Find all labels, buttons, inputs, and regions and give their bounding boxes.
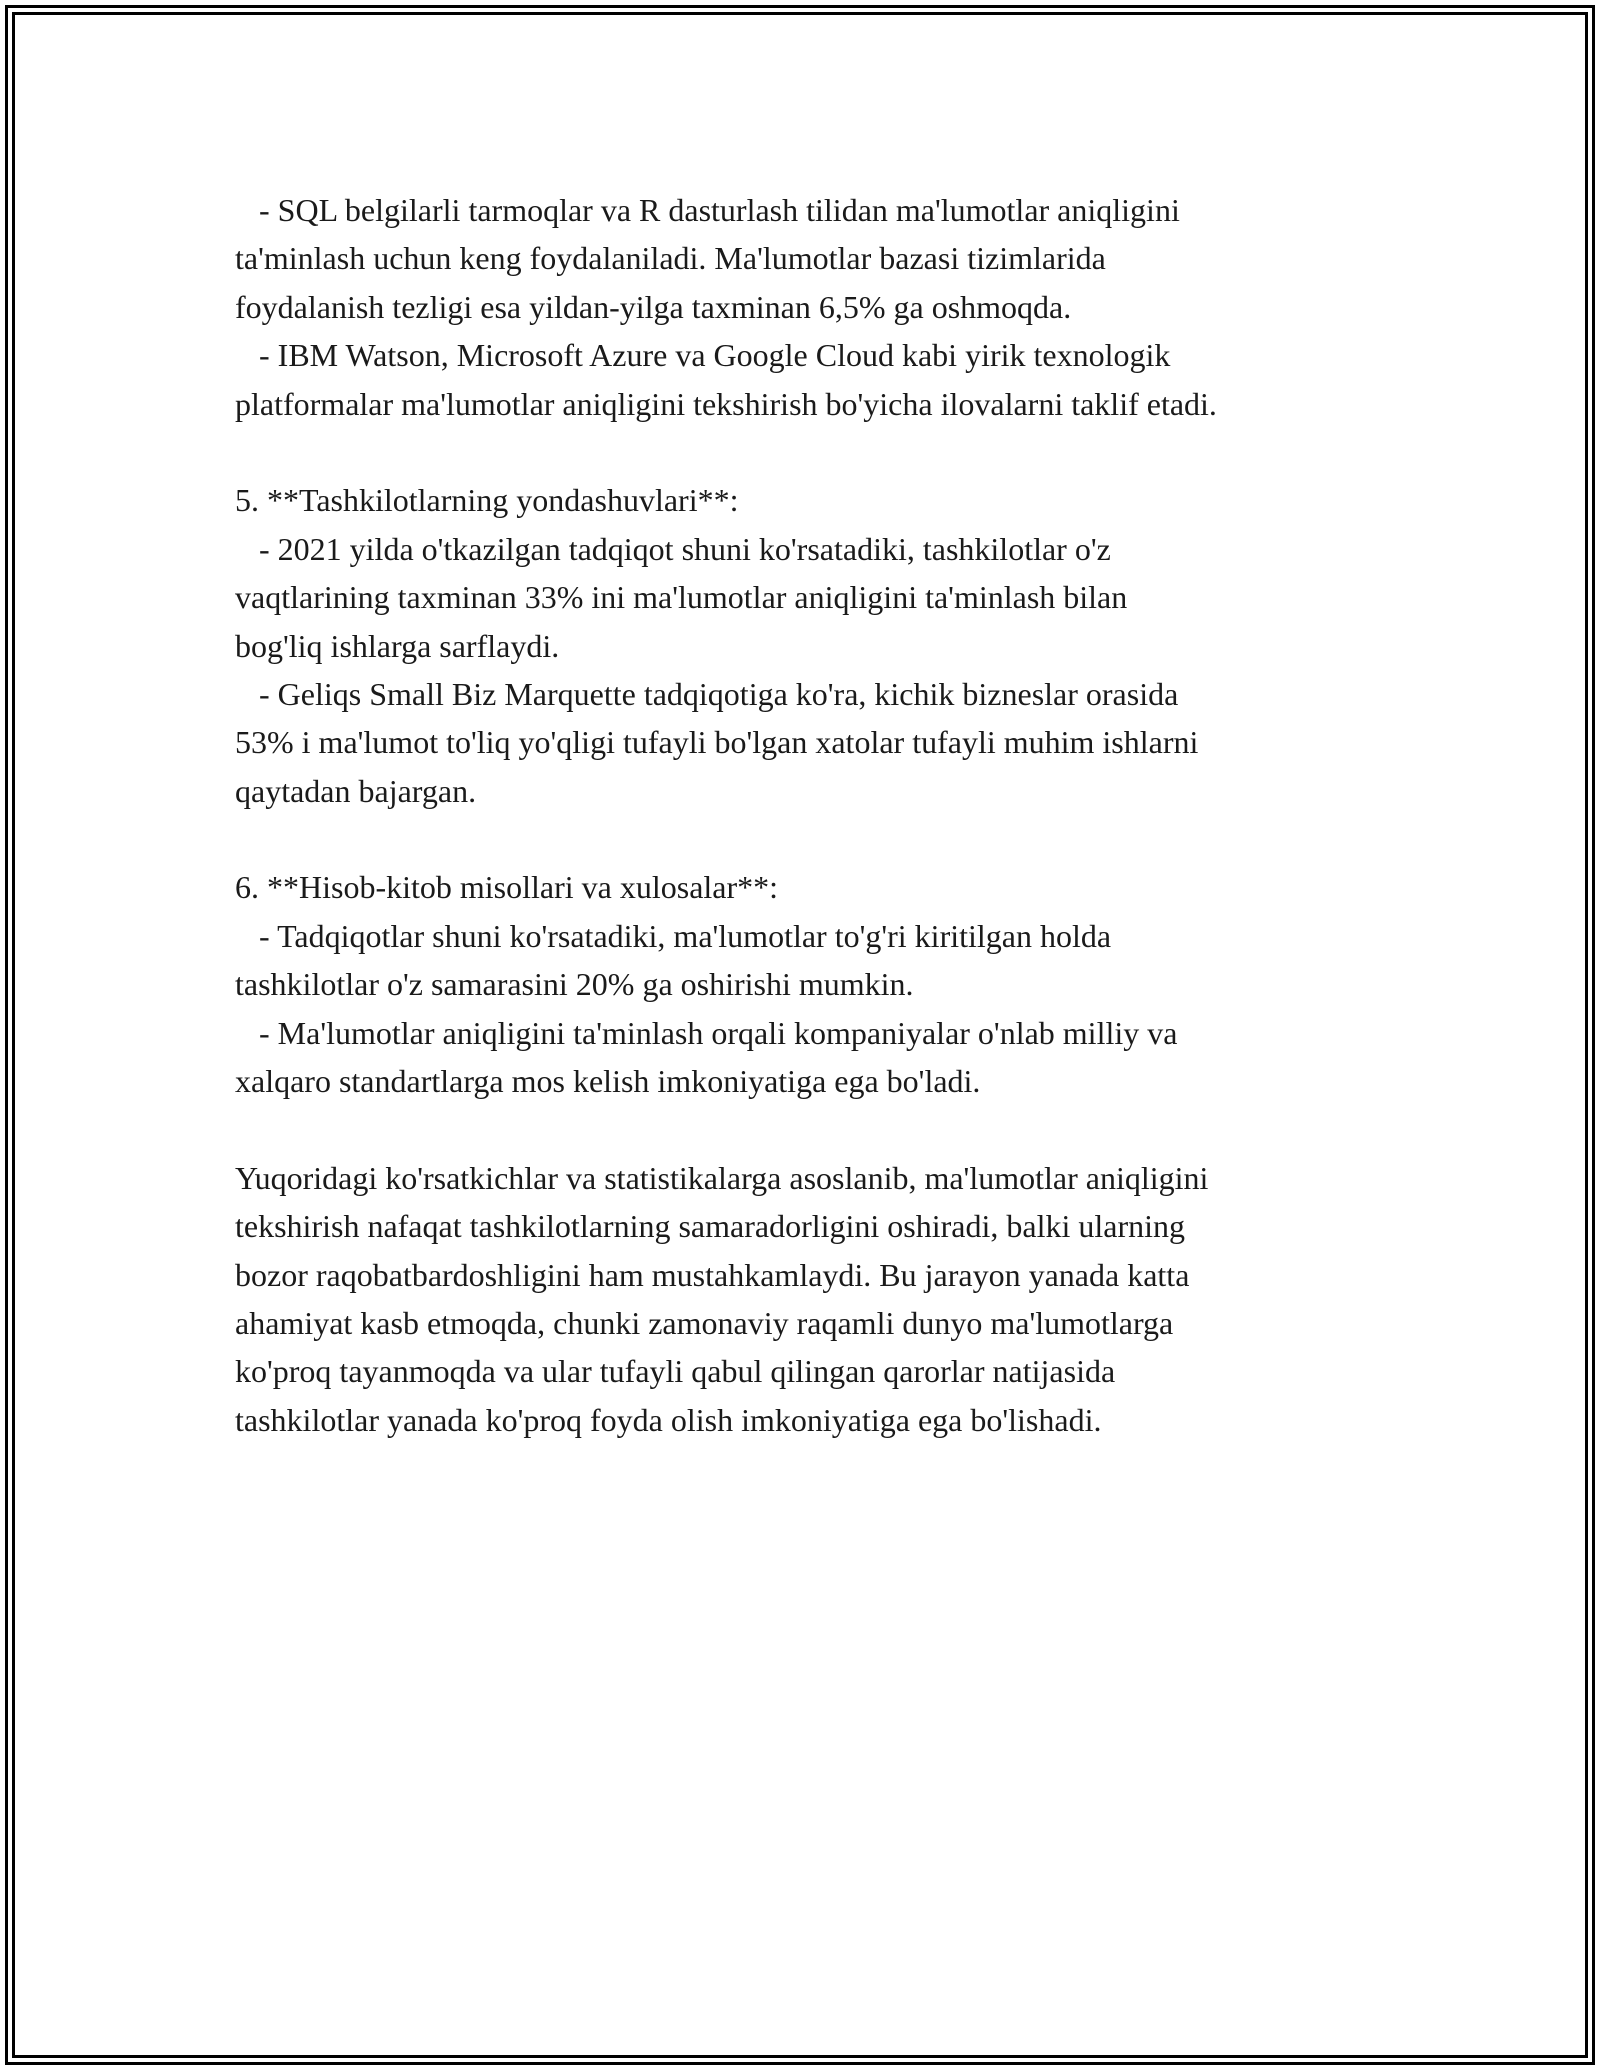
text-line: platformalar ma'lumotlar aniqligini tekshirish bo'yicha ilovalarni taklif etadi. [235, 385, 1217, 422]
conclusion-line: bozor raqobatbardoshligini ham mustahkamlaydi. Bu jarayon yanada katta [235, 1256, 1190, 1293]
text-line: xalqaro standartlarga mos kelish imkoniyatiga ega bo'ladi. [235, 1063, 981, 1100]
section-heading: 5. **Tashkilotlarning yondashuvlari**: [235, 482, 739, 519]
text-line: - Tadqiqotlar shuni ko'rsatadiki, ma'lumotlar to'g'ri kiritilgan holda [235, 917, 1112, 954]
section-heading: 6. **Hisob-kitob misollari va xulosalar**: [235, 869, 779, 906]
conclusion-line: tashkilotlar yanada ko'proq foyda olish imkoniyatiga ega bo'lishadi. [235, 1401, 1102, 1438]
text-line: - Geliqs Small Biz Marquette tadqiqotiga ko'ra, kichik bizneslar orasida [235, 675, 1179, 712]
text-line: - Ma'lumotlar aniqligini ta'minlash orqali kompaniyalar o'nlab milliy va [235, 1014, 1178, 1051]
text-line: ta'minlash uchun keng foydalaniladi. Ma'lumotlar bazasi tizimlarida [235, 240, 1106, 277]
text-line: - SQL belgilarli tarmoqlar va R dasturlash tilidan ma'lumotlar aniqligini [235, 192, 1180, 228]
text-line: qaytadan bajargan. [235, 772, 477, 809]
text-line: foydalanish tezligi esa yildan-yilga taxminan 6,5% ga oshmoqda. [235, 288, 1072, 325]
text-line: - 2021 yilda o'tkazilgan tadqiqot shuni ko'rsatadiki, tashkilotlar o'z [235, 530, 1111, 567]
conclusion-line: ahamiyat kasb etmoqda, chunki zamonaviy raqamli dunyo ma'lumotlarga [235, 1304, 1174, 1341]
conclusion-line: tekshirish nafaqat tashkilotlarning samaradorligini oshiradi, balki ularning [235, 1208, 1185, 1245]
text-line: bog'liq ishlarga sarflaydi. [235, 627, 560, 664]
blank-line [235, 815, 1395, 863]
text-line: tashkilotlar o'z samarasini 20% ga oshirishi mumkin. [235, 966, 914, 1003]
document-body [235, 186, 1395, 1444]
blank-line [235, 428, 1395, 476]
text-line: vaqtlarining taxminan 33% ini ma'lumotlar aniqligini ta'minlash bilan [235, 579, 1128, 616]
text-line: 53% i ma'lumot to'liq yo'qligi tufayli bo'lgan xatolar tufayli muhim ishlarni [235, 724, 1199, 761]
text-line: - IBM Watson, Microsoft Azure va Google Cloud kabi yirik texnologik [235, 337, 1171, 374]
conclusion-line: ko'proq tayanmoqda va ular tufayli qabul qilingan qarorlar natijasida [235, 1353, 1116, 1390]
conclusion-line: Yuqoridagi ko'rsatkichlar va statistikalarga asoslanib, ma'lumotlar aniqligini [235, 1159, 1209, 1196]
blank-line [235, 1105, 1395, 1153]
